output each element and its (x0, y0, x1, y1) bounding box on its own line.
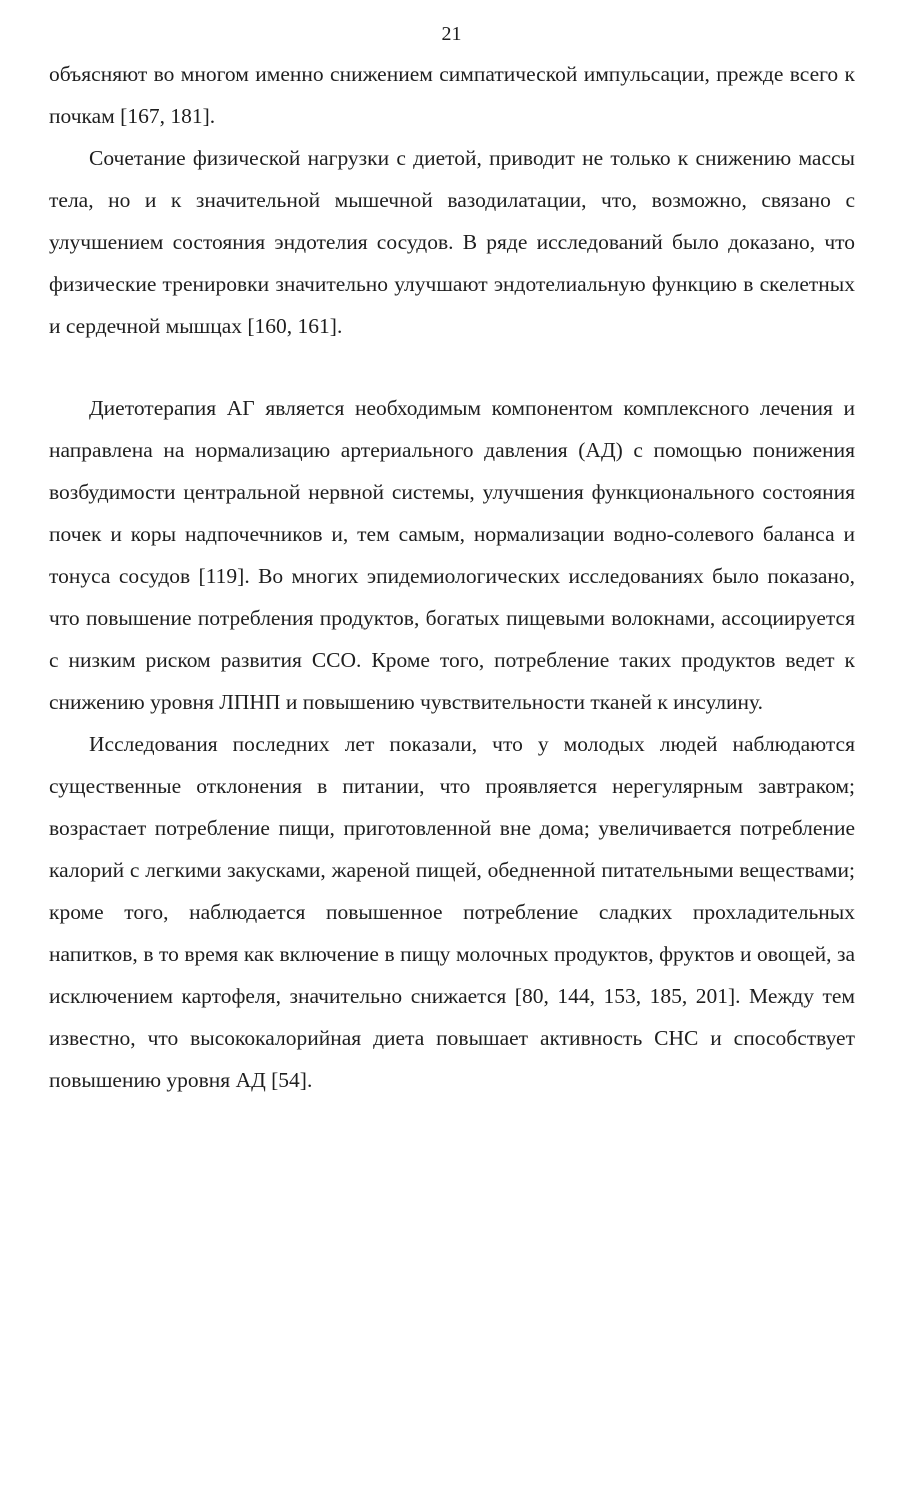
paragraph-continuation: объясняют во многом именно снижением симпатической импульсации, прежде всего к почкам [167, 181]. (49, 62, 855, 128)
page-number: 21 (441, 23, 462, 45)
document-body (49, 53, 855, 1101)
paragraph-exercise-diet: Сочетание физической нагрузки с диетой, приводит не только к снижению массы тела, но и к значительной мышечной вазодилатации, что, возможно, связано с улучшением состояния эндотелия сосудов. В ряде исследований было доказано, что физические тренировки значительно улучшают эндотелиальную функцию в скелетных и сердечной мышцах [160, 161]. (49, 146, 855, 338)
paragraph-young-people-nutrition: Исследования последних лет показали, что у молодых людей наблюдаются существенные отклонения в питании, что проявляется нерегулярным завтраком; возрастает потребление пищи, приготовленной вне дома; увеличивается потребление калорий с легкими закусками, жареной пищей, обедненной питательными веществами; кроме того, наблюдается повышенное потребление сладких прохладительных напитков, в то время как включение в пищу молочных продуктов, фруктов и овощей, за исключением картофеля, значительно снижается [80, 144, 153, 185, 201]. Между тем известно, что высококалорийная диета повышает активность СНС и способствует повышению уровня АД [54]. (49, 732, 855, 1092)
paragraph-diet-therapy: Диетотерапия АГ является необходимым компонентом комплексного лечения и направлена на нормализацию артериального давления (АД) с помощью понижения возбудимости центральной нервной системы, улучшения функционального состояния почек и коры надпочечников и, тем самым, нормализации водно-солевого баланса и тонуса сосудов [119]. Во многих эпидемиологических исследованиях было показано, что повышение потребления продуктов, богатых пищевыми волокнами, ассоциируется с низким риском развития ССО. Кроме того, потребление таких продуктов ведет к снижению уровня ЛПНП и повышению чувствительности тканей к инсулину. (49, 396, 855, 714)
